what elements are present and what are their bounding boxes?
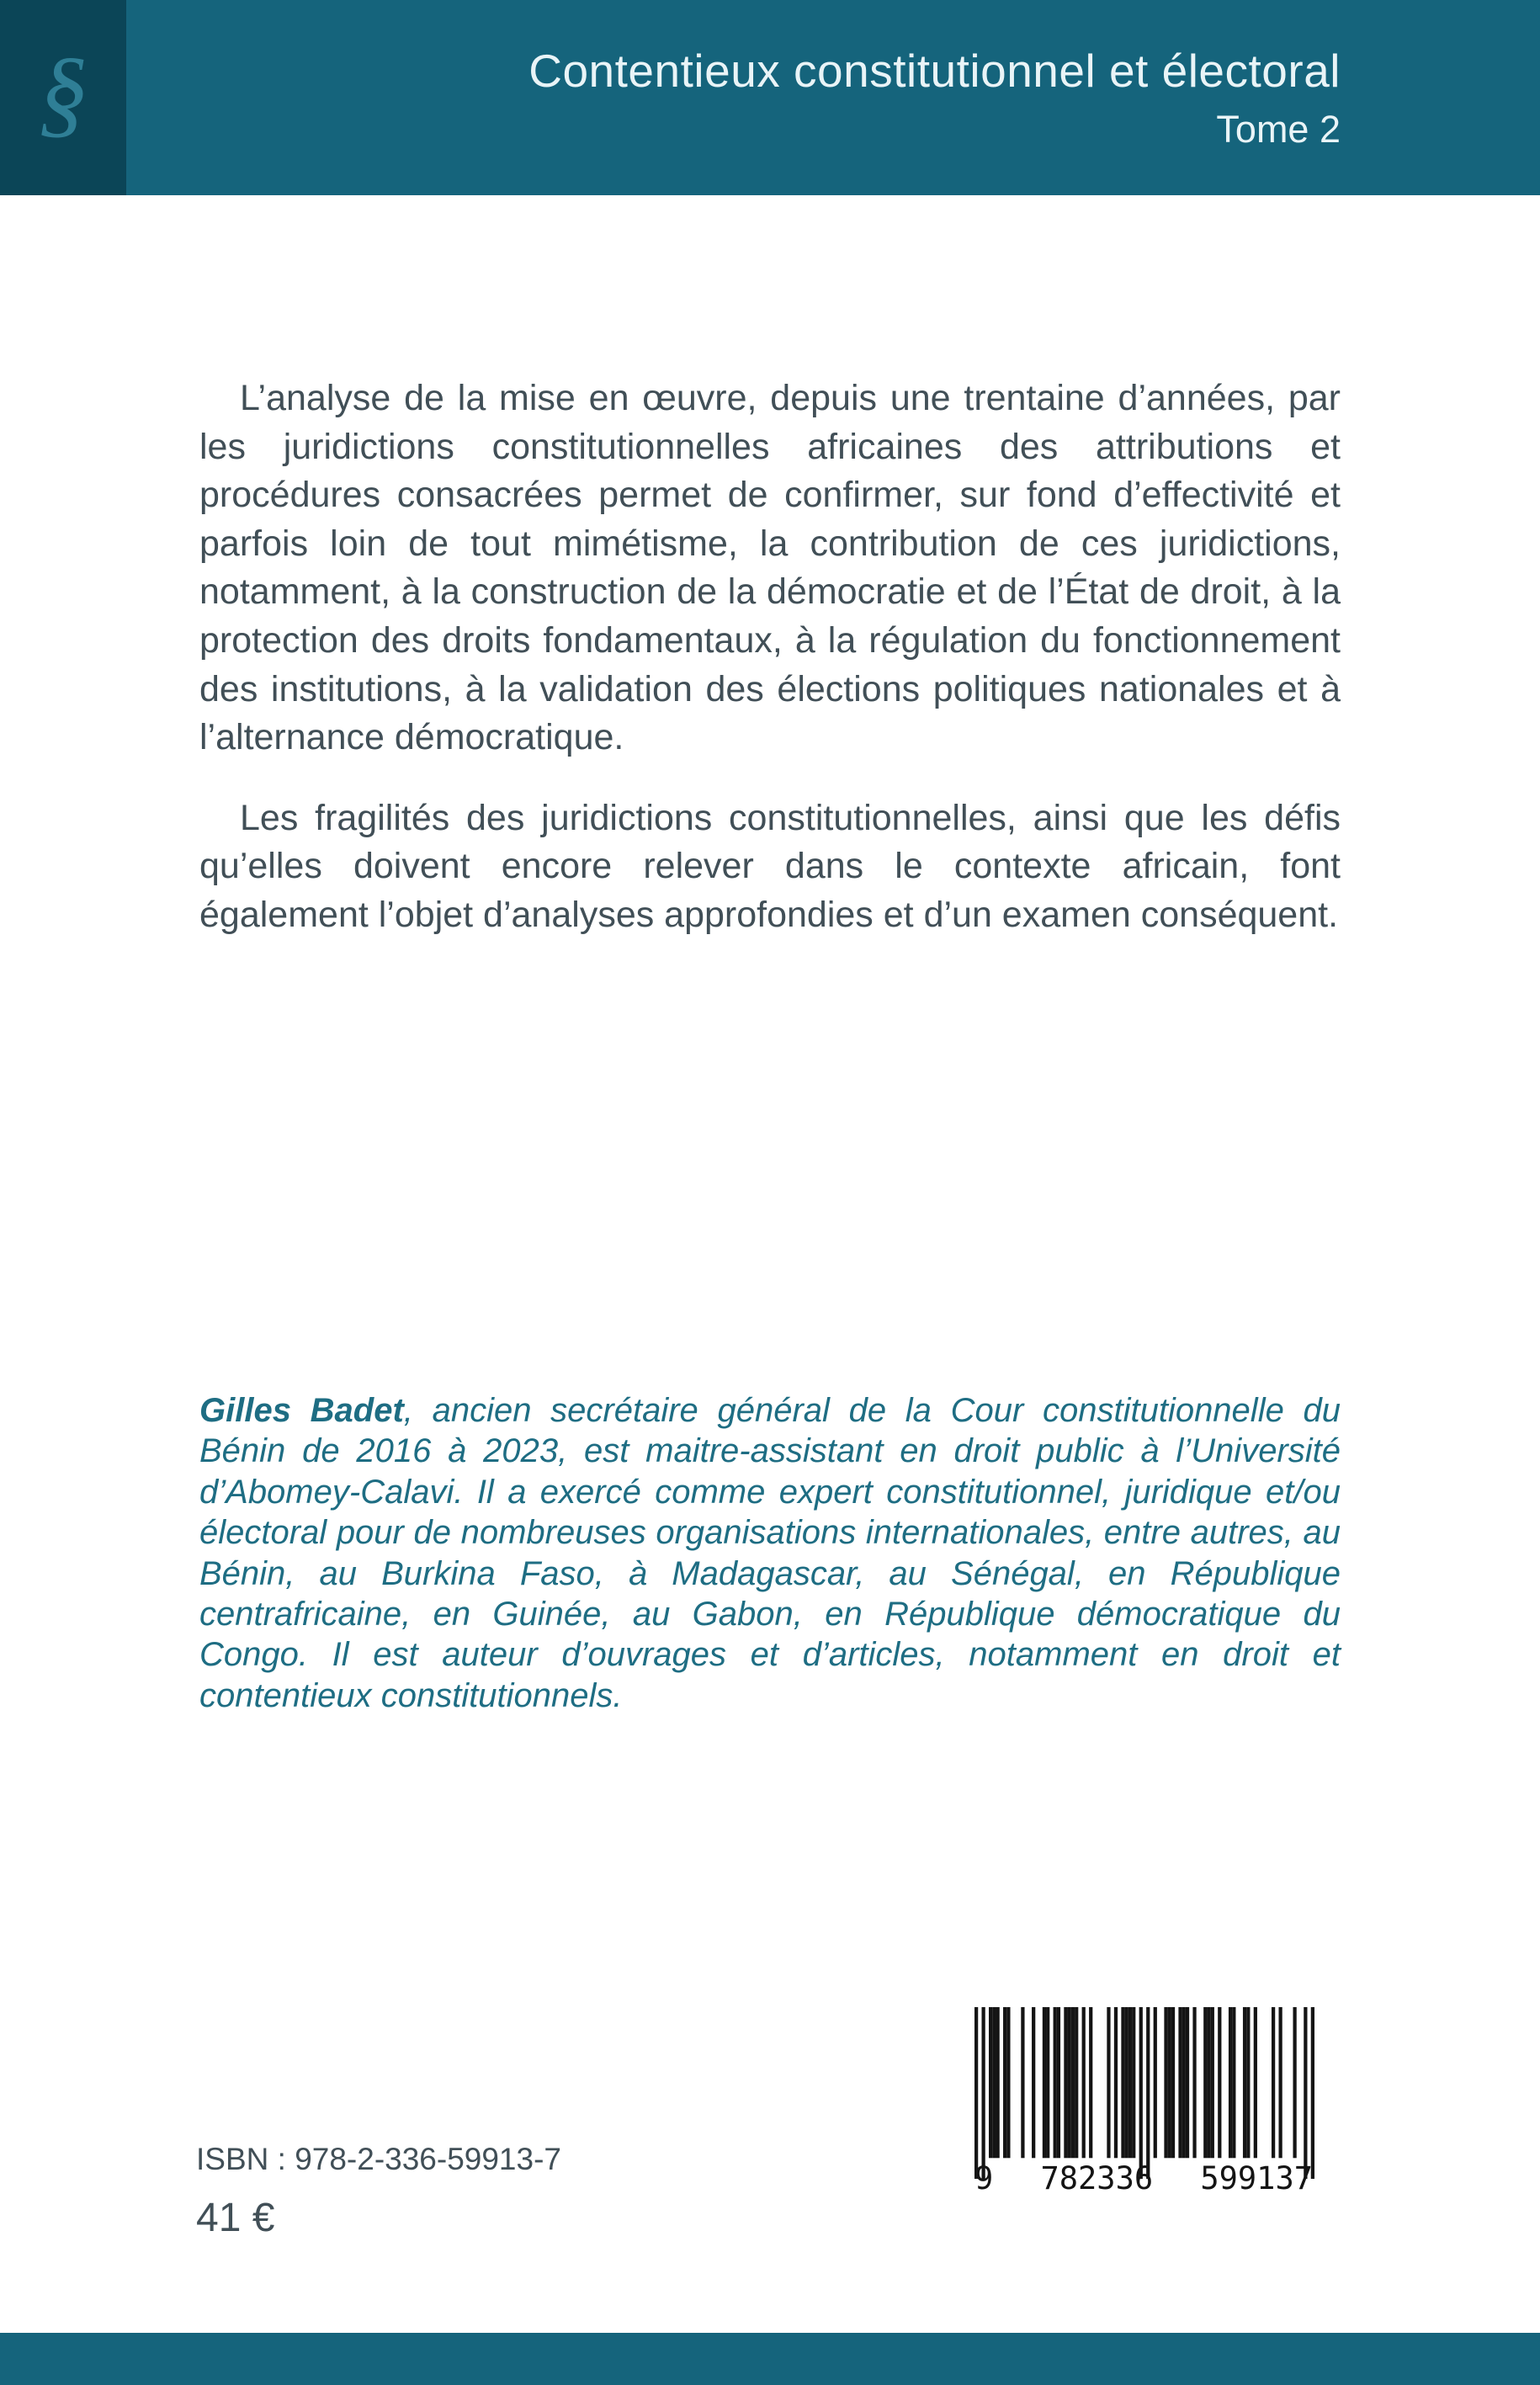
author-name: Gilles Badet (199, 1392, 404, 1429)
isbn-text: ISBN : 978-2-336-59913-7 (196, 2142, 561, 2176)
synopsis-paragraph-1: L’analyse de la mise en œuvre, depuis une trentaine d’années, par les juridictions constitutionnelles africaines des attributions et procédures consacrées permet de confirmer, sur fond d’effectivité et parfois loin de tout mimétisme, la contribution de ces juridictions, notamment, à la construction de la démocratie et de l’État de droit, à la protection des droits fondamentaux, à la régulation du fonctionnement des institutions, à la validation des élections politiques nationales et à l’alternance démocratique. (199, 378, 1341, 758)
barcode-bars-svg (974, 2007, 1314, 2179)
header-band (0, 0, 1540, 195)
bottom-band (0, 2333, 1540, 2385)
barcode-number (974, 2160, 1314, 2196)
price-text: 41 € (196, 2196, 275, 2240)
synopsis (199, 374, 1341, 972)
barcode (974, 2007, 1314, 2196)
section-symbol-icon: § (38, 37, 88, 147)
book-subtitle: Tome 2 (1216, 108, 1341, 151)
publisher-logo (0, 0, 126, 195)
barcode-bars (974, 2007, 1314, 2179)
book-title: Contentieux constitutionnel et électoral (528, 45, 1341, 97)
title-block (126, 0, 1540, 195)
author-bio-text: , ancien secrétaire général de la Cour constitutionnelle du Bénin de 2016 à 2023, est maitre-assistant en droit public à l’Université d’Abomey-Calavi. Il a exercé comme expert constitutionnel, juridique et/ou électoral pour de nombreuses organisations internationales, entre autres, au Bénin, au Burkina Faso, à Madagascar, au Sénégal, en République centrafricaine, en Guinée, au Gabon, en République démocratique du Congo. Il est auteur d’ouvrages et d’articles, notamment en droit et contentieux constitutionnels. (199, 1392, 1341, 1714)
barcode-digit-group-1: 9 (974, 2160, 994, 2196)
barcode-digit-group-3: 599137 (1200, 2160, 1313, 2196)
barcode-digit-group-2: 782336 (1040, 2160, 1154, 2196)
synopsis-paragraph-2: Les fragilités des juridictions constitutionnelles, ainsi que les défis qu’elles doivent encore relever dans le contexte africain, font également l’objet d’analyses approfondies et d’un examen conséquent. (199, 797, 1341, 936)
author-bio (199, 1390, 1341, 1716)
